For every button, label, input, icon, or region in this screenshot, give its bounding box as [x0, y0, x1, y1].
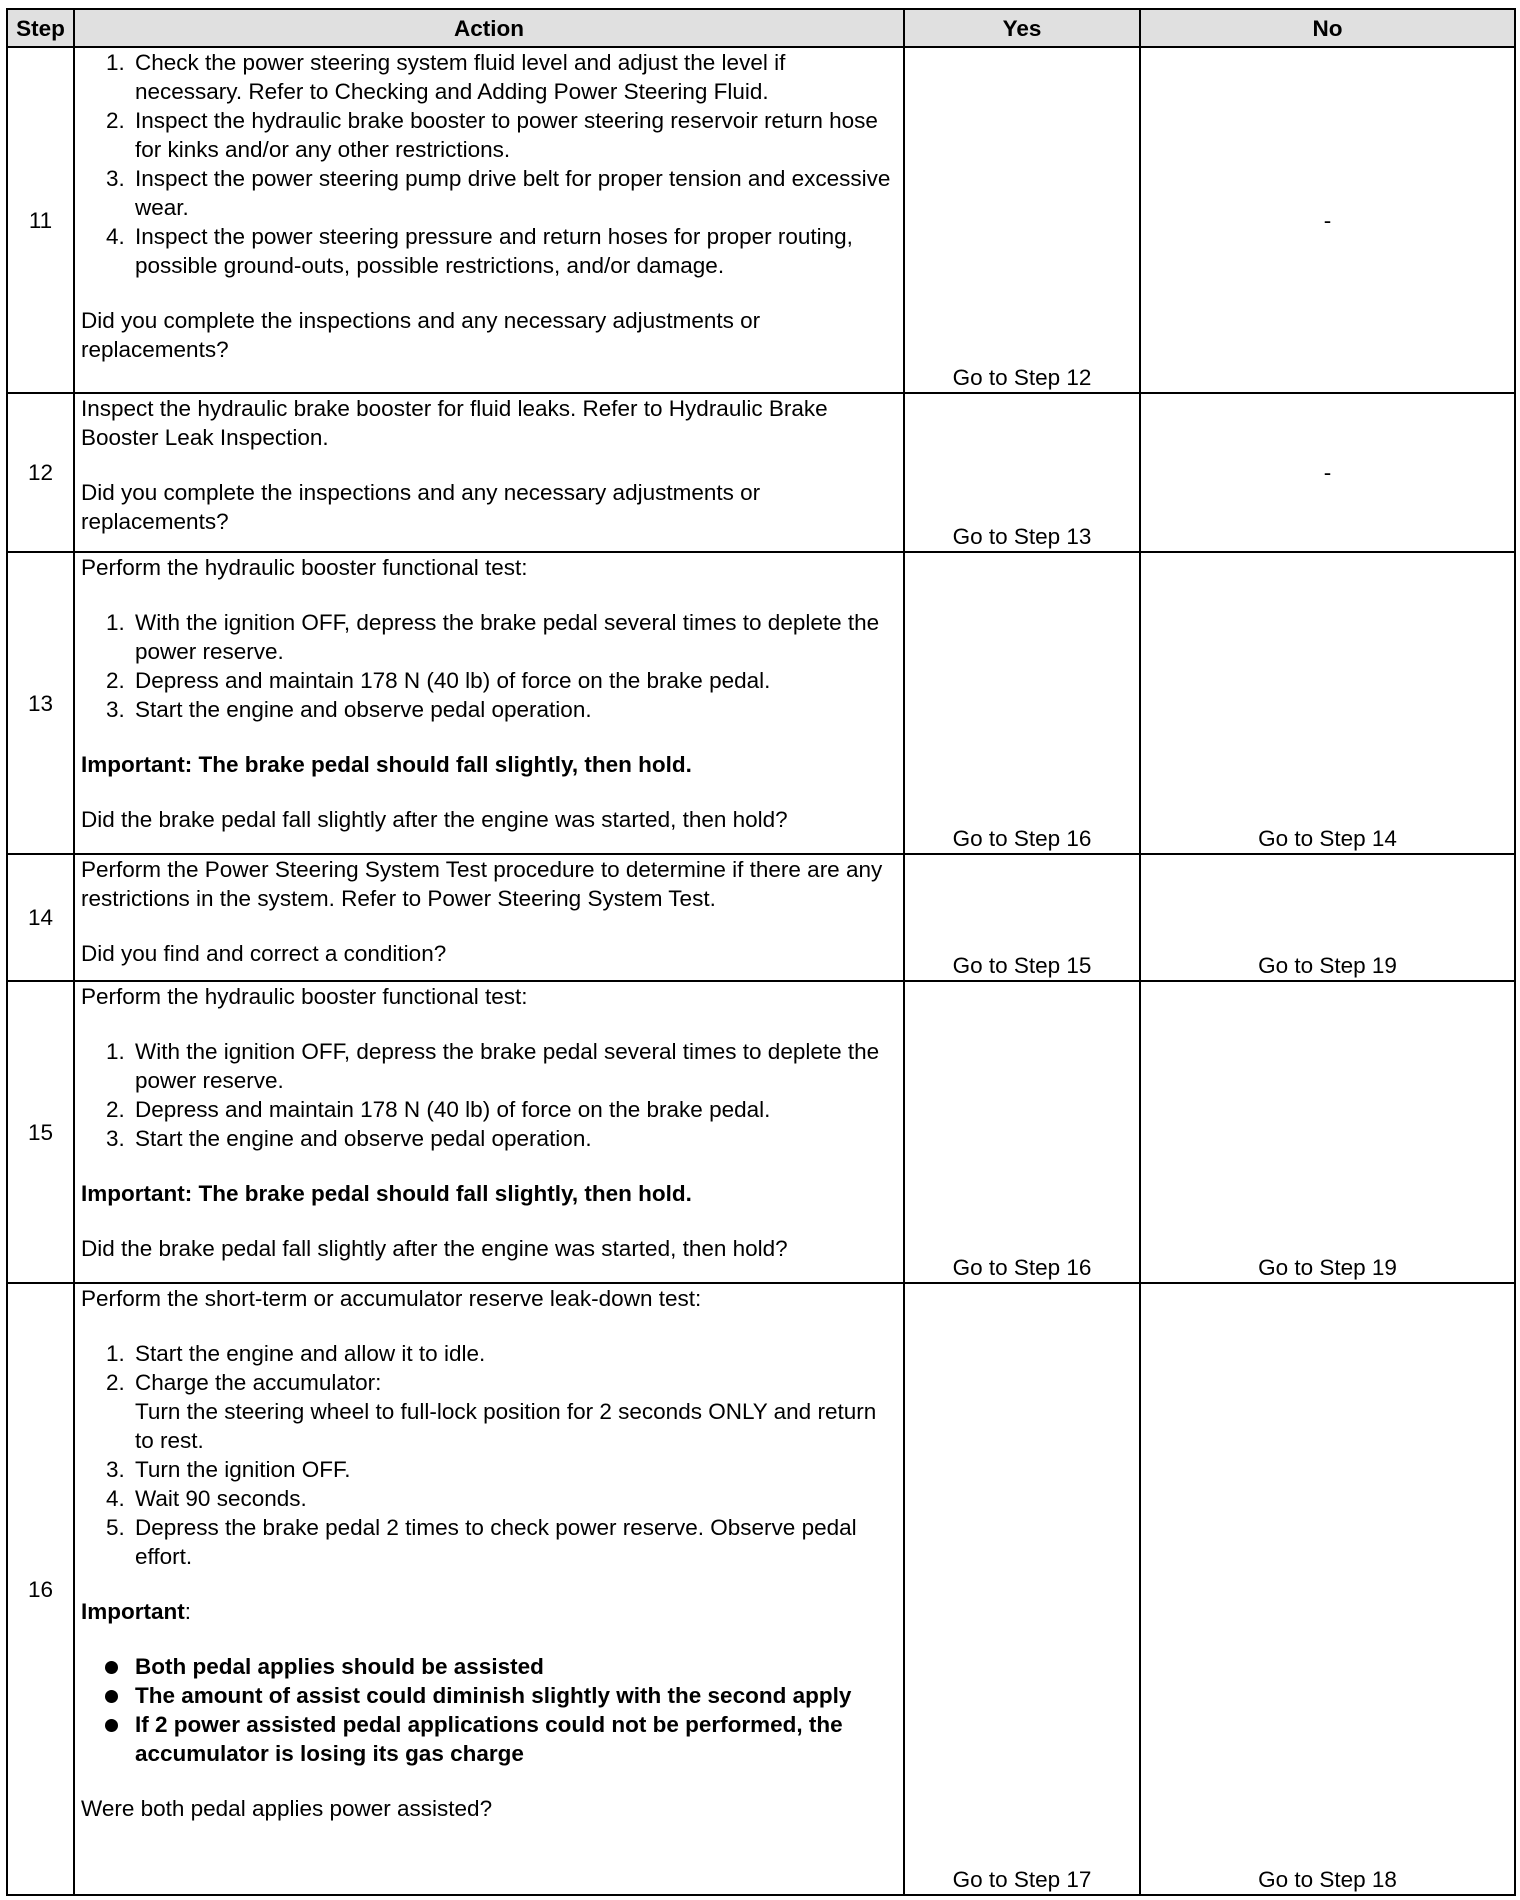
no-result: Go to Step 19 — [1140, 854, 1515, 981]
question-text: Did you complete the inspections and any necessary adjustments or replacements? — [81, 480, 761, 534]
no-result: - — [1140, 393, 1515, 552]
action-list-item: 1. With the ignition OFF, depress the brake pedal several times to deplete the power reserve. — [131, 1037, 897, 1095]
bullet-text: Both pedal applies should be assisted — [135, 1654, 544, 1679]
bullet-icon — [105, 1690, 118, 1703]
yes-result: Go to Step 13 — [904, 393, 1140, 552]
action-cell — [74, 981, 904, 1283]
yes-result: Go to Step 17 — [904, 1283, 1140, 1895]
step-number: 15 — [7, 981, 74, 1283]
action-list — [81, 48, 897, 280]
header-no: No — [1140, 9, 1515, 47]
question-text: Did you find and correct a condition? — [81, 941, 447, 966]
action-list-item — [131, 1368, 897, 1455]
question-text: Did the brake pedal fall slightly after the engine was started, then hold? — [81, 1236, 788, 1261]
yes-result: Go to Step 15 — [904, 854, 1140, 981]
important-colon: : — [184, 1599, 192, 1624]
action-list-item: 3. Inspect the power steering pump drive belt for proper tension and excessive wear. — [131, 164, 897, 222]
important-bullet-list — [81, 1652, 897, 1768]
question-text: Were both pedal applies power assisted? — [81, 1796, 493, 1821]
header-row — [7, 9, 1515, 47]
table-row-step-14 — [7, 854, 1515, 981]
action-text: Perform the Power Steering System Test procedure to determine if there are any restrictions in the system. Refer to Power Steering System Test. — [81, 857, 883, 911]
no-result: - — [1140, 47, 1515, 393]
header-action: Action — [74, 9, 904, 47]
action-text: Perform the short-term or accumulator reserve leak-down test: — [81, 1286, 702, 1311]
step-number: 14 — [7, 854, 74, 981]
bullet-item — [131, 1652, 897, 1681]
action-cell — [74, 393, 904, 552]
important-note: Important: The brake pedal should fall slightly, then hold. — [81, 1181, 692, 1206]
important-label: Important — [81, 1599, 185, 1624]
question-text: Did the brake pedal fall slightly after the engine was started, then hold? — [81, 807, 788, 832]
no-result: Go to Step 14 — [1140, 552, 1515, 854]
bullet-icon — [105, 1719, 118, 1732]
table-row-step-16 — [7, 1283, 1515, 1895]
action-list-item-detail: Turn the steering wheel to full-lock position for 2 seconds ONLY and return to rest. — [135, 1399, 877, 1453]
yes-result: Go to Step 16 — [904, 552, 1140, 854]
yes-result: Go to Step 16 — [904, 981, 1140, 1283]
bullet-text: If 2 power assisted pedal applications could not be performed, the accumulator is losing its gas charge — [135, 1712, 843, 1766]
action-list-item: 3. Turn the ignition OFF. — [131, 1455, 897, 1484]
no-result: Go to Step 19 — [1140, 981, 1515, 1283]
action-list-item: 5. Depress the brake pedal 2 times to check power reserve. Observe pedal effort. — [131, 1513, 897, 1571]
table-row-step-13 — [7, 552, 1515, 854]
action-list — [81, 1037, 897, 1153]
step-number: 12 — [7, 393, 74, 552]
action-cell — [74, 854, 904, 981]
diagnostic-table — [6, 8, 1516, 1896]
action-list-item: 2. Inspect the hydraulic brake booster to power steering reservoir return hose for kinks and/or any other restrictions. — [131, 106, 897, 164]
important-heading — [81, 1597, 897, 1626]
bullet-icon — [105, 1661, 118, 1674]
action-list-item: 1. Start the engine and allow it to idle. — [131, 1339, 897, 1368]
action-list-item-line: 2. Charge the accumulator: — [135, 1370, 382, 1395]
table-row-step-11 — [7, 47, 1515, 393]
header-step: Step — [7, 9, 74, 47]
action-list — [81, 1339, 897, 1571]
action-list-item: 4. Inspect the power steering pressure and return hoses for proper routing, possible ground-outs, possible restrictions, and/or damage. — [131, 222, 897, 280]
important-note: Important: The brake pedal should fall slightly, then hold. — [81, 752, 692, 777]
step-number: 11 — [7, 47, 74, 393]
action-cell — [74, 1283, 904, 1895]
action-list-item: 4. Wait 90 seconds. — [131, 1484, 897, 1513]
bullet-text: The amount of assist could diminish slightly with the second apply — [135, 1683, 852, 1708]
table-row-step-12 — [7, 393, 1515, 552]
yes-result: Go to Step 12 — [904, 47, 1140, 393]
action-list-item: 2. Depress and maintain 178 N (40 lb) of force on the brake pedal. — [131, 666, 897, 695]
action-list-item: 1. With the ignition OFF, depress the brake pedal several times to deplete the power reserve. — [131, 608, 897, 666]
header-yes: Yes — [904, 9, 1140, 47]
action-list-item: 3. Start the engine and observe pedal operation. — [131, 695, 897, 724]
action-list-item: 2. Depress and maintain 178 N (40 lb) of force on the brake pedal. — [131, 1095, 897, 1124]
action-list — [81, 608, 897, 724]
action-cell — [74, 47, 904, 393]
bullet-item — [131, 1710, 897, 1768]
action-list-item: 3. Start the engine and observe pedal operation. — [131, 1124, 897, 1153]
question-text: Did you complete the inspections and any necessary adjustments or replacements? — [81, 308, 761, 362]
action-text: Perform the hydraulic booster functional test: — [81, 555, 528, 580]
table-row-step-15 — [7, 981, 1515, 1283]
action-list-item: 1. Check the power steering system fluid level and adjust the level if necessary. Refer to Checking and Adding Power Steering Fluid. — [131, 48, 897, 106]
action-cell — [74, 552, 904, 854]
step-number: 13 — [7, 552, 74, 854]
no-result: Go to Step 18 — [1140, 1283, 1515, 1895]
action-text: Perform the hydraulic booster functional test: — [81, 984, 528, 1009]
bullet-item — [131, 1681, 897, 1710]
step-number: 16 — [7, 1283, 74, 1895]
action-text: Inspect the hydraulic brake booster for fluid leaks. Refer to Hydraulic Brake Booster Leak Inspection. — [81, 396, 828, 450]
